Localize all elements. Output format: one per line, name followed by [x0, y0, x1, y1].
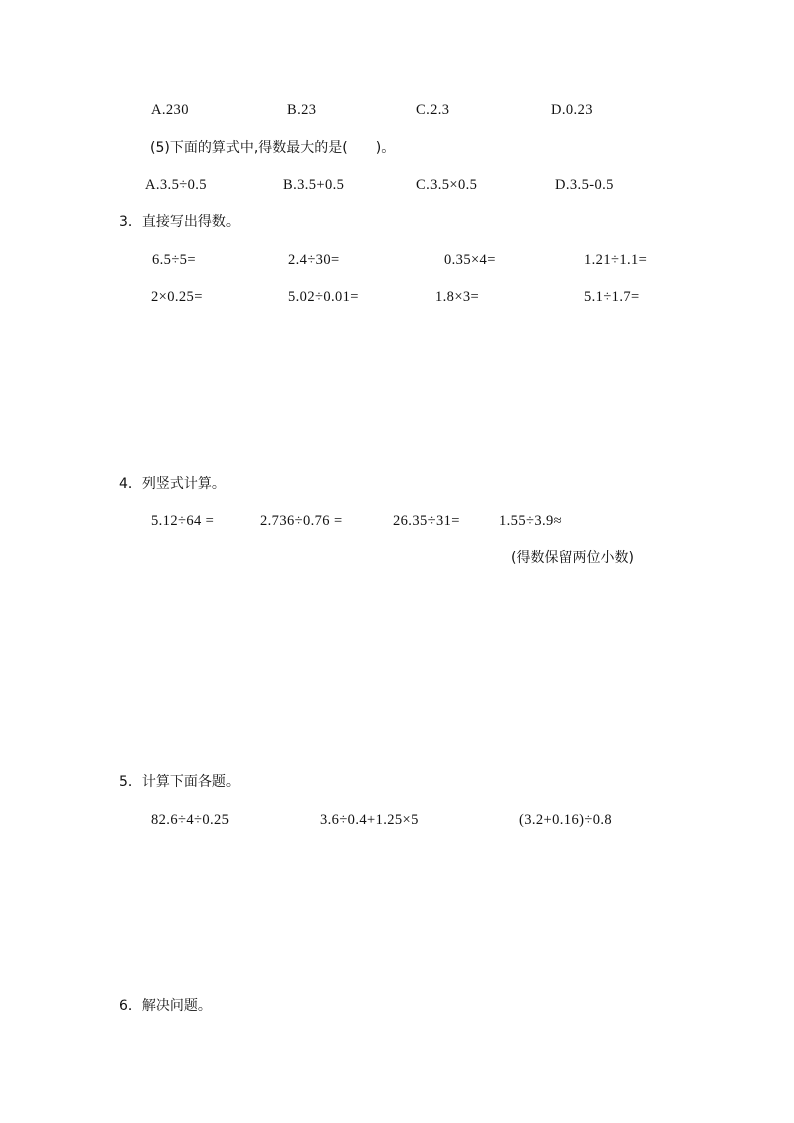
q3-row2-item-1: 2×0.25=: [151, 289, 203, 305]
q3-row1-item-1: 6.5÷5=: [152, 252, 196, 268]
q3-heading: 3．直接写出得数。: [119, 214, 240, 230]
q5-heading: 5．计算下面各题。: [119, 774, 240, 790]
q2-5-option-c: C.3.5×0.5: [416, 177, 478, 193]
q2-4-option-d: D.0.23: [551, 102, 593, 118]
q2-4-option-b: B.23: [287, 102, 317, 118]
q3-row2-item-2: 5.02÷0.01=: [288, 289, 359, 305]
q5-item-1: 82.6÷4÷0.25: [151, 812, 230, 828]
q2-4-option-c: C.2.3: [416, 102, 450, 118]
q4-item-4: 1.55÷3.9≈: [499, 513, 563, 529]
q3-row2-item-3: 1.8×3=: [435, 289, 480, 305]
q4-heading: 4．列竖式计算。: [119, 476, 226, 492]
q4-item-2: 2.736÷0.76 =: [260, 513, 343, 529]
q2-5-option-d: D.3.5-0.5: [555, 177, 614, 193]
q3-row1-item-2: 2.4÷30=: [288, 252, 340, 268]
q2-4-option-a: A.230: [151, 102, 189, 118]
q5-item-2: 3.6÷0.4+1.25×5: [320, 812, 419, 828]
q3-row1-item-3: 0.35×4=: [444, 252, 496, 268]
q3-row2-item-4: 5.1÷1.7=: [584, 289, 640, 305]
q5-item-3: (3.2+0.16)÷0.8: [519, 812, 613, 828]
q2-5-stem: (5)下面的算式中,得数最大的是( )。: [150, 140, 396, 156]
q2-5-option-a: A.3.5÷0.5: [145, 177, 207, 193]
q3-row1-item-4: 1.21÷1.1=: [584, 252, 648, 268]
q4-item-3: 26.35÷31=: [393, 513, 460, 529]
q6-heading: 6．解决问题。: [119, 998, 212, 1014]
q4-rounding-note: (得数保留两位小数): [511, 550, 634, 566]
q4-item-1: 5.12÷64 =: [151, 513, 215, 529]
q2-5-option-b: B.3.5+0.5: [283, 177, 345, 193]
